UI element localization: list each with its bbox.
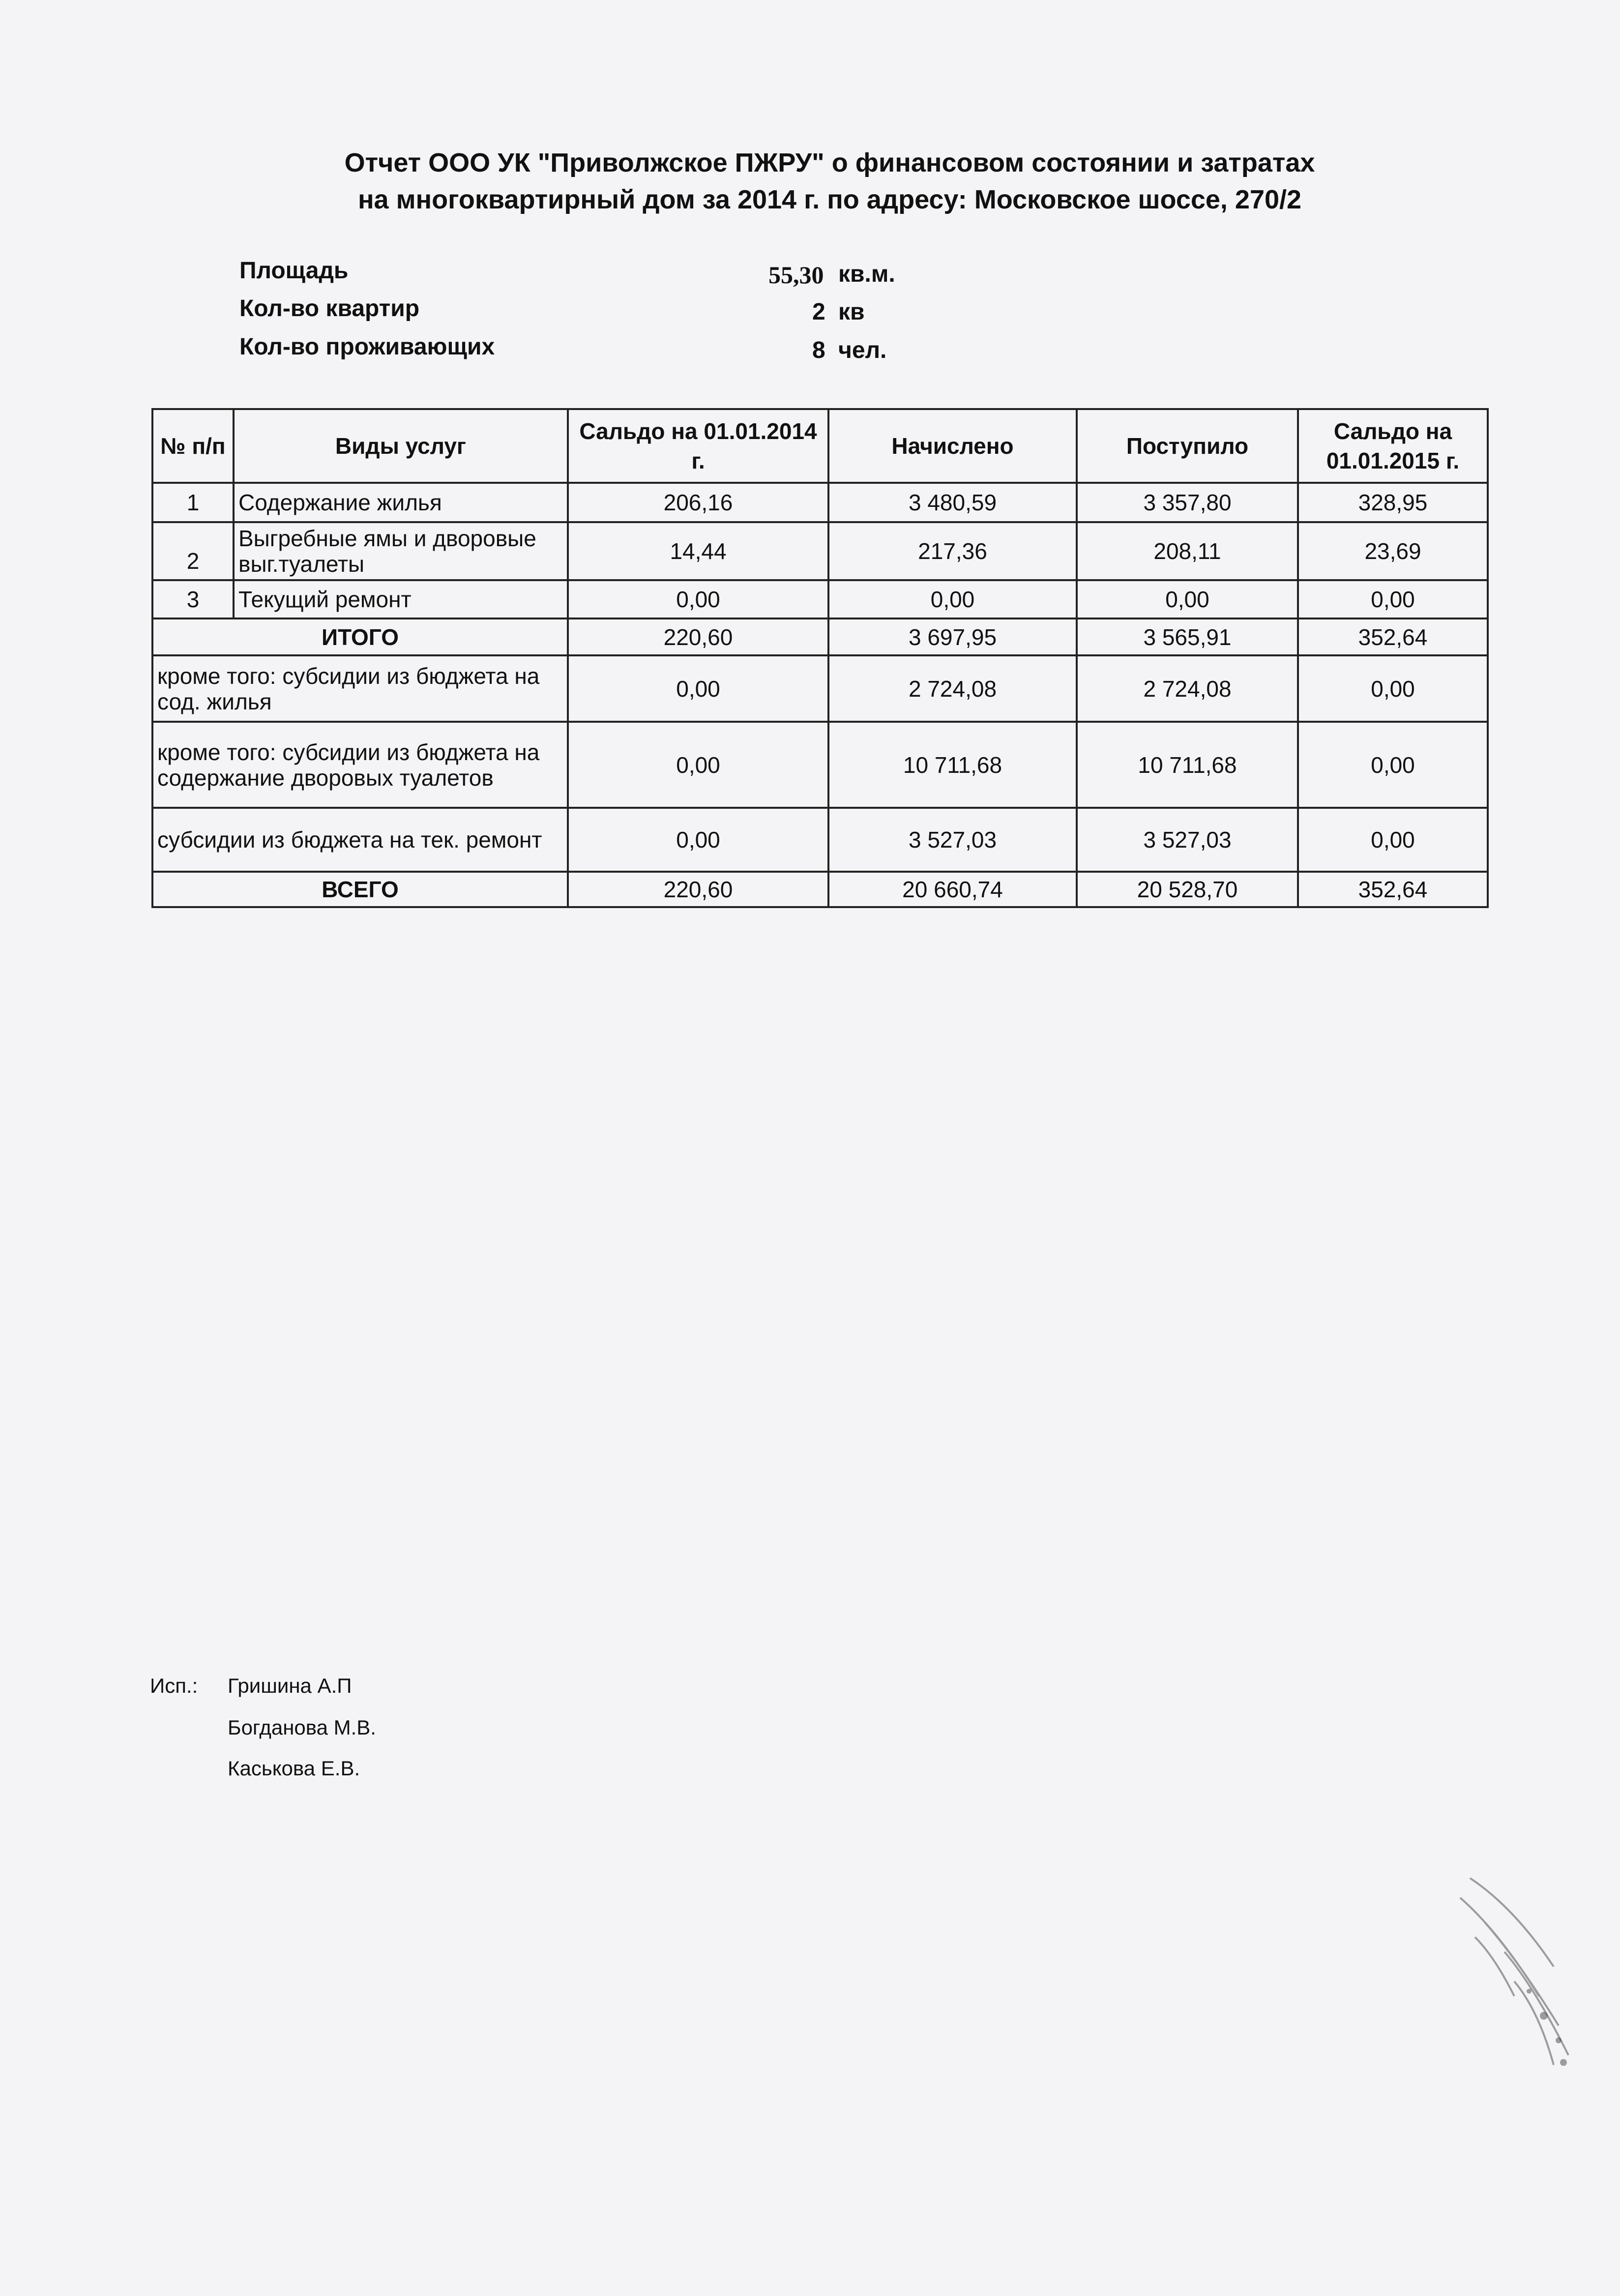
row-saldo-start: 0,00 — [568, 580, 828, 618]
residents-unit: чел. — [838, 337, 887, 363]
subsidy-received: 10 711,68 — [1077, 722, 1298, 808]
subsidy-row — [152, 722, 1488, 808]
row-charged: 3 480,59 — [828, 483, 1077, 522]
row-received: 3 357,80 — [1077, 483, 1298, 522]
subsidy-charged: 3 527,03 — [828, 808, 1077, 872]
row-received: 0,00 — [1077, 580, 1298, 618]
subsidy-label: субсидии из бюджета на тек. ремонт — [152, 808, 568, 872]
residents-label: Кол-во проживающих — [239, 334, 495, 360]
vsego-saldo-start: 220,60 — [568, 872, 828, 907]
flats-unit: кв — [838, 299, 865, 325]
subsidy-saldo-start: 0,00 — [568, 655, 828, 722]
row-service: Текущий ремонт — [234, 580, 568, 618]
subsidy-label: кроме того: субсидии из бюджета на содержание дворовых туалетов — [152, 722, 568, 808]
header-charged: Начислено — [828, 409, 1077, 483]
report-title-line-1: Отчет ООО УК "Приволжское ПЖРУ" о финансовом состоянии и затратах — [344, 148, 1315, 177]
table-row — [152, 580, 1488, 618]
area-value: 55,30 — [768, 261, 824, 289]
table-row — [152, 483, 1488, 522]
subsidy-charged: 2 724,08 — [828, 655, 1077, 722]
subsidy-saldo-start: 0,00 — [568, 808, 828, 872]
row-service: Выгребные ямы и дворовые выг.туалеты — [234, 522, 568, 580]
vsego-charged: 20 660,74 — [828, 872, 1077, 907]
subsidy-row — [152, 808, 1488, 872]
row-num: 2 — [152, 522, 234, 580]
subsidy-saldo-start: 0,00 — [568, 722, 828, 808]
subsidy-saldo-end: 0,00 — [1298, 722, 1488, 808]
header-received: Поступило — [1077, 409, 1298, 483]
subsidy-received: 2 724,08 — [1077, 655, 1298, 722]
vsego-label: ВСЕГО — [152, 872, 568, 907]
executor-name: Гришина А.П — [228, 1674, 352, 1697]
subsidy-saldo-end: 0,00 — [1298, 808, 1488, 872]
flats-value: 2 — [812, 299, 825, 325]
executor-name: Каськова Е.В. — [228, 1757, 360, 1780]
subsidy-charged: 10 711,68 — [828, 722, 1077, 808]
header-saldo-end: Сальдо на 01.01.2015 г. — [1298, 409, 1488, 483]
itogo-charged: 3 697,95 — [828, 618, 1077, 655]
row-saldo-end: 328,95 — [1298, 483, 1488, 522]
subsidy-received: 3 527,03 — [1077, 808, 1298, 872]
row-saldo-end: 23,69 — [1298, 522, 1488, 580]
row-charged: 0,00 — [828, 580, 1077, 618]
row-received: 208,11 — [1077, 522, 1298, 580]
scan-smudge-mark — [1441, 1868, 1598, 2075]
itogo-saldo-end: 352,64 — [1298, 618, 1488, 655]
row-num: 3 — [152, 580, 234, 618]
itogo-received: 3 565,91 — [1077, 618, 1298, 655]
report-title-line-2: на многоквартирный дом за 2014 г. по адресу: Московское шоссе, 270/2 — [357, 185, 1302, 214]
row-charged: 217,36 — [828, 522, 1077, 580]
table-row — [152, 522, 1488, 580]
vsego-saldo-end: 352,64 — [1298, 872, 1488, 907]
vsego-received: 20 528,70 — [1077, 872, 1298, 907]
subsidy-label: кроме того: субсидии из бюджета на сод. жилья — [152, 655, 568, 722]
table-header-row — [152, 409, 1488, 483]
area-unit: кв.м. — [838, 261, 895, 287]
itogo-row — [152, 618, 1488, 655]
flats-label: Кол-во квартир — [239, 295, 420, 322]
itogo-saldo-start: 220,60 — [568, 618, 828, 655]
vsego-row — [152, 872, 1488, 907]
header-saldo-start: Сальдо на 01.01.2014 г. — [568, 409, 828, 483]
subsidy-saldo-end: 0,00 — [1298, 655, 1488, 722]
header-service: Виды услуг — [234, 409, 568, 483]
financial-report-table — [151, 408, 1489, 908]
executor-name: Богданова М.В. — [228, 1716, 376, 1739]
itogo-label: ИТОГО — [152, 618, 568, 655]
executors-label: Исп.: — [150, 1674, 198, 1697]
subsidy-row — [152, 655, 1488, 722]
row-service: Содержание жилья — [234, 483, 568, 522]
row-saldo-end: 0,00 — [1298, 580, 1488, 618]
header-num: № п/п — [152, 409, 234, 483]
row-saldo-start: 206,16 — [568, 483, 828, 522]
residents-value: 8 — [812, 337, 825, 363]
area-label: Площадь — [239, 258, 349, 284]
row-num: 1 — [152, 483, 234, 522]
row-saldo-start: 14,44 — [568, 522, 828, 580]
